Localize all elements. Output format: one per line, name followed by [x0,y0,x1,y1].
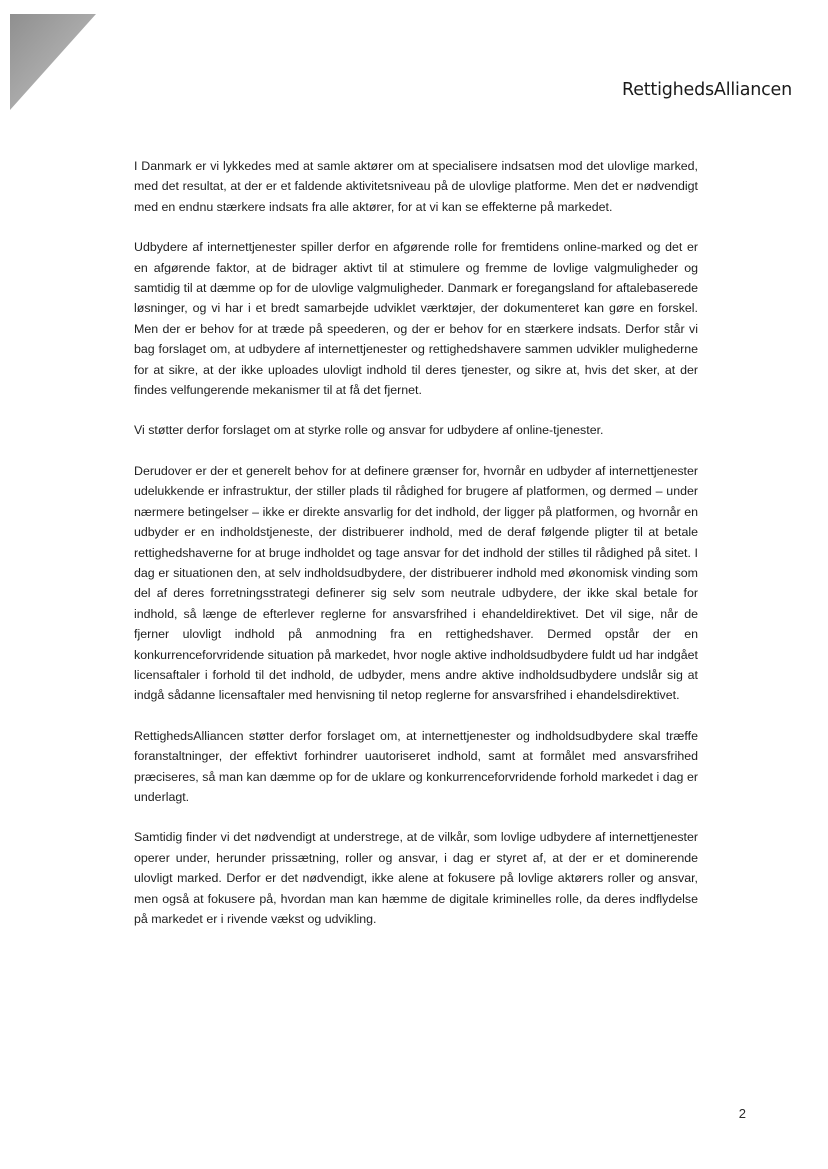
paragraph-3: Vi støtter derfor forslaget om at styrke rolle og ansvar for udbydere af online-tjenester. [134,423,604,438]
paragraph-1: I Danmark er vi lykkedes med at samle aktører om at specialisere indsatsen mod det ulovlige marked, med det resultat, at der er et faldende aktivitetsniveau på de ulovlige platforme. Men det er nødvendigt med en endnu stærkere indsats fra alle aktører, for at vi kan se effekterne på markedet. [134,159,698,214]
paragraph-4: Derudover er der et generelt behov for at definere grænser for, hvornår en udbyder af internettjenester udelukkende er infrastruktur, der stiller plads til rådighed for brugere af platformen, og dermed – under nærmere betingelser – ikke er direkte ansvarlig for det indhold, der ligger på platformen, og hvornår en udbyder er en indholdstjeneste, der distribuerer indhold, med de deraf følgende pligter til at betale rettighedshaverne for at bruge indholdet og tage ansvar for det indhold der stilles til rådighed på sitet. I dag er situationen den, at selv indholdsudbydere, der distribuerer indhold med økonomisk vinding som del af deres forretningsstrategi definerer sig selv som neutrale udbydere, der ikke skal betale for indhold, så længe de efterlever reglerne for ansvarsfrihed i ehandeldirektivet. Det vil sige, når de fjerner ulovligt indhold på anmodning fra en rettighedshaver. Dermed opstår der en konkurrenceforvridende situation på markedet, hvor nogle aktive indholdsudbydere fuldt ud har indgået licensaftaler i forhold til det indhold, de udbyder, mens andre aktive indholdsudbydere undslår sig at indgå sådanne licensaftaler med henvisning til netop reglerne for ansvarsfrihed i ehandelsdirektivet. [134,463,698,703]
corner-triangle-decoration [0,0,100,115]
page-number: 2 [738,1106,746,1121]
body-text [134,156,698,949]
logo-wordmark: RettighedsAlliancen [622,80,792,100]
paragraph-2: Udbydere af internettjenester spiller derfor en afgørende rolle for fremtidens online-marked og det er en afgørende faktor, at de bidrager aktivt til at stimulere og fremme de lovlige valgmuligheder og samtidig til at dæmme op for de ulovlige valgmuligheder. Danmark er foregangsland for aftalebaserede løsninger, og vi har i et bredt samarbejde udviklet værktøjer, der dokumenteret kan gøre en forskel. Men der er behov for at træde på speederen, og der er behov for en stærkere indsats. Derfor står vi bag forslaget om, at udbydere af internettjenester og rettighedshavere sammen udvikler mulighederne for at sikre, at der ikke uploades ulovligt indhold til deres tjenester, og sikre at, hvis det sker, at der findes velfungerende mekanismer til at få det fjernet. [134,240,698,398]
paragraph-6: Samtidig finder vi det nødvendigt at understrege, at de vilkår, som lovlige udbydere af internettjenester operer under, herunder prissætning, roller og ansvar, i dag er styret af, at der er et dominerende ulovligt marked. Derfor er det nødvendigt, ikke alene at fokusere på lovlige aktørers roller og ansvar, men også at fokusere på, hvordan man kan hæmme de digitale kriminelles rolle, da deres indflydelse på markedet er i rivende vækst og udvikling. [134,830,698,926]
paragraph-5: RettighedsAlliancen støtter derfor forslaget om, at internettjenester og indholdsudbydere skal træffe foranstaltninger, der effektivt forhindrer uautoriseret indhold, samt at formålet med ansvarsfrihed præciseres, så man kan dæmme op for de uklare og konkurrenceforvridende forhold markedet i dag er underlagt. [134,728,698,804]
